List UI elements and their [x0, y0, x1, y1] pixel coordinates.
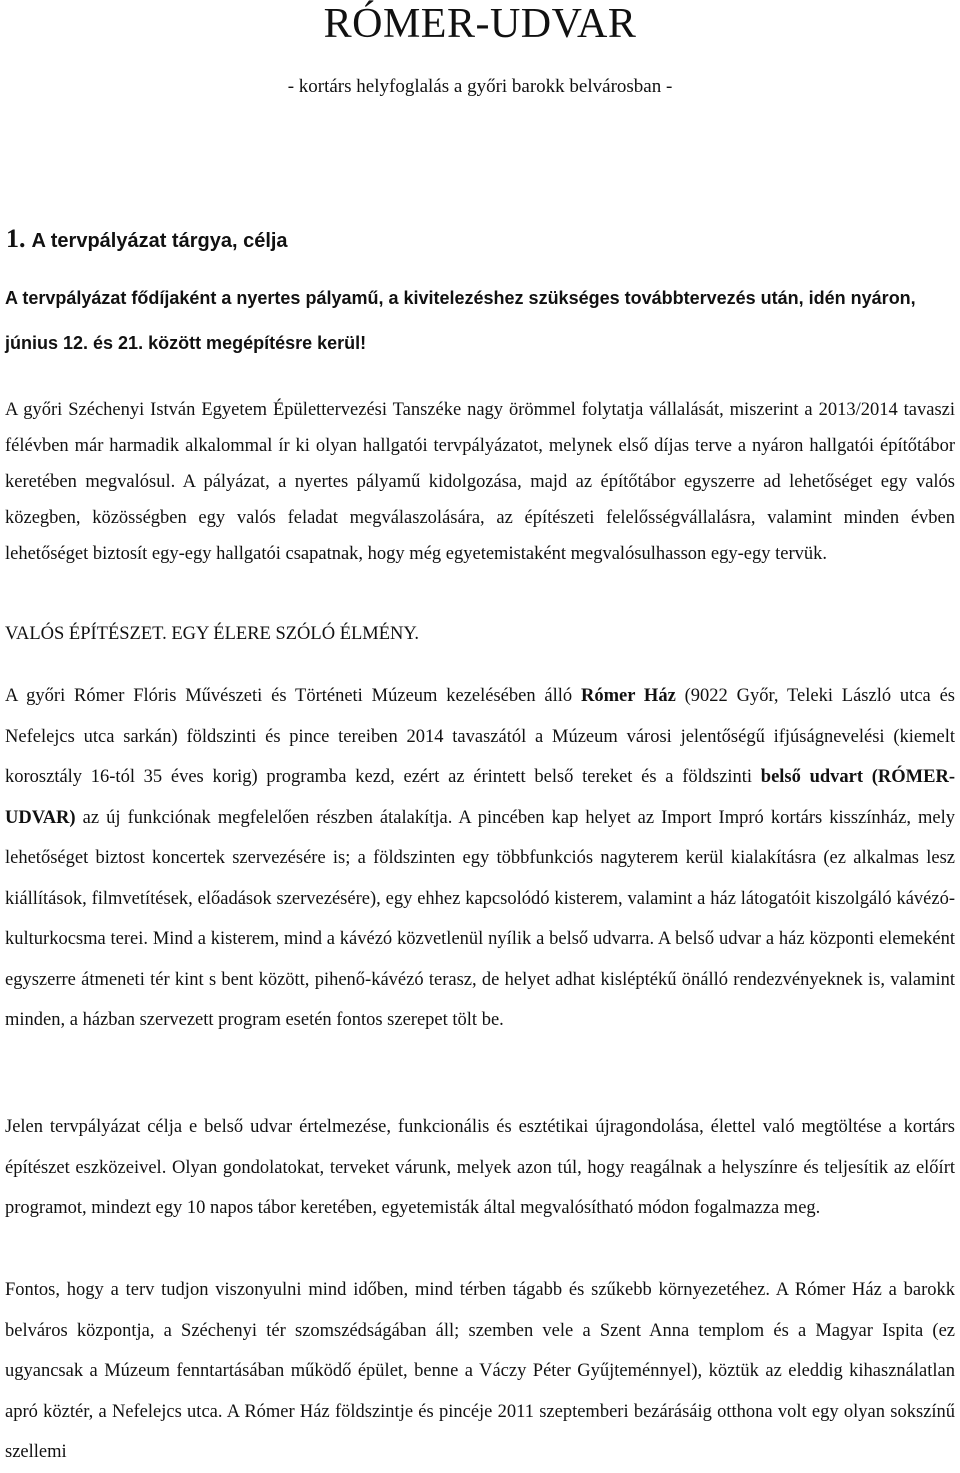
paragraph-2-text-3: az új funkciónak megfelelően részben átalakítja. A pincében kap helyet az Import Impró kortárs kisszínház, mely lehetőséget biztost koncertek szervezésére is; a földszinten egy többfunkciós nagyterem kerül kialakításra (ez alkalmas lesz kiállítások, filmvetítések, előadások szervezésére), egy ehhez kapcsolódó kisterem, valamint a ház látogatóit kiszolgáló kávézó-kulturkocsma terei. Mind a kisterem, mind a kávézó közvetlenül nyílik a belső udvarra. A belső udvar a ház központi elemeként egyszerre átmeneti tér kint s bent között, pihenő-kávézó terasz, de helyet adhat kisléptékű önálló rendezvényeknek is, valamint minden, a házban szervezett program esetén fontos szerepet tölt be.	[5, 807, 955, 1030]
paragraph-1: A győri Széchenyi István Egyetem Épülettervezési Tanszéke nagy örömmel folytatja vállalását, miszerint a 2013/2014 tavaszi félévben már harmadik alkalommal ír ki olyan hallgatói tervpályázatot, melynek első díjas terve a nyáron hallgatói építőtábor keretében megvalósul. A pályázat, a nyertes pályamű kidolgozása, majd az építőtábor egyszerre ad lehetőséget egy valós közegben, közösségben egy valós feladat megválaszolására, az építészeti felelősségvállalásra, valamint minden évben lehetőséget biztosít egy-egy hallgatói csapatnak, hogy még egyetemistaként megvalósulhasson egy-egy tervük.	[5, 400, 955, 564]
lead-paragraph: A tervpályázat fődíjaként a nyertes pályamű, a kivitelezéshez szükséges továbbtervezés után, idén nyáron, június 12. és 21. között megépítésre kerül!	[5, 288, 916, 353]
section-number: 1.	[6, 224, 26, 253]
paragraph-2	[5, 676, 955, 1041]
document-subtitle: - kortárs helyfoglalás a győri barokk belvárosban -	[287, 76, 673, 97]
section-heading-text: A tervpályázat tárgya, célja	[31, 230, 288, 252]
paragraph-2-text-2: (9022 Győr, Teleki László utca és Nefelejcs utca sarkán) földszinti és pince tereiben 2014 tavaszától a Múzeum városi jelentőségű ifjúságnevelési (kiemelt korosztály 16-tól 35 éves korig) programba kezd, ezért az érintett belső tereket és a földszinti	[5, 686, 955, 787]
paragraph-4: Fontos, hogy a terv tudjon viszonyulni mind időben, mind térben tágabb és szűkebb környezetéhez. A Rómer Ház a barokk belváros központja, a Széchenyi tér szomszédságában áll; szemben vele a Szent Anna templom és a Magyar Ispita (ez ugyancsak a Múzeum fenntartásában működő épület, benne a Váczy Péter Gyűjteménnyel), köztük az eleddig kihasználatlan apró köztér, a Nefelejcs utca. A Rómer Ház földszintje és pincéje 2011 szeptemberi bezárásáig otthona volt egy olyan sokszínű szellemi	[5, 1280, 955, 1462]
document-title: RÓMER-UDVAR	[323, 1, 637, 47]
paragraph-3: Jelen tervpályázat célja e belső udvar értelmezése, funkcionális és esztétikai újragondolása, élettel való megtöltése a kortárs építészet eszközeivel. Olyan gondolatokat, terveket várunk, melyek azon túl, hogy reagálnak a helyszínre és teljesítik az előírt programot, mindezt egy 10 napos tábor keretében, egyetemisták által megvalósítható módon fogalmazza meg.	[5, 1117, 955, 1218]
motto-line: VALÓS ÉPÍTÉSZET. EGY ÉLERE SZÓLÓ ÉLMÉNY.	[5, 624, 420, 644]
section-heading	[6, 224, 288, 256]
paragraph-2-bold-1: Rómer Ház	[581, 686, 676, 706]
paragraph-2-bold-2: belső udvart (RÓMER-UDVAR)	[5, 767, 955, 828]
paragraph-2-text-1: A győri Rómer Flóris Művészeti és Történeti Múzeum kezelésében álló	[5, 686, 581, 706]
